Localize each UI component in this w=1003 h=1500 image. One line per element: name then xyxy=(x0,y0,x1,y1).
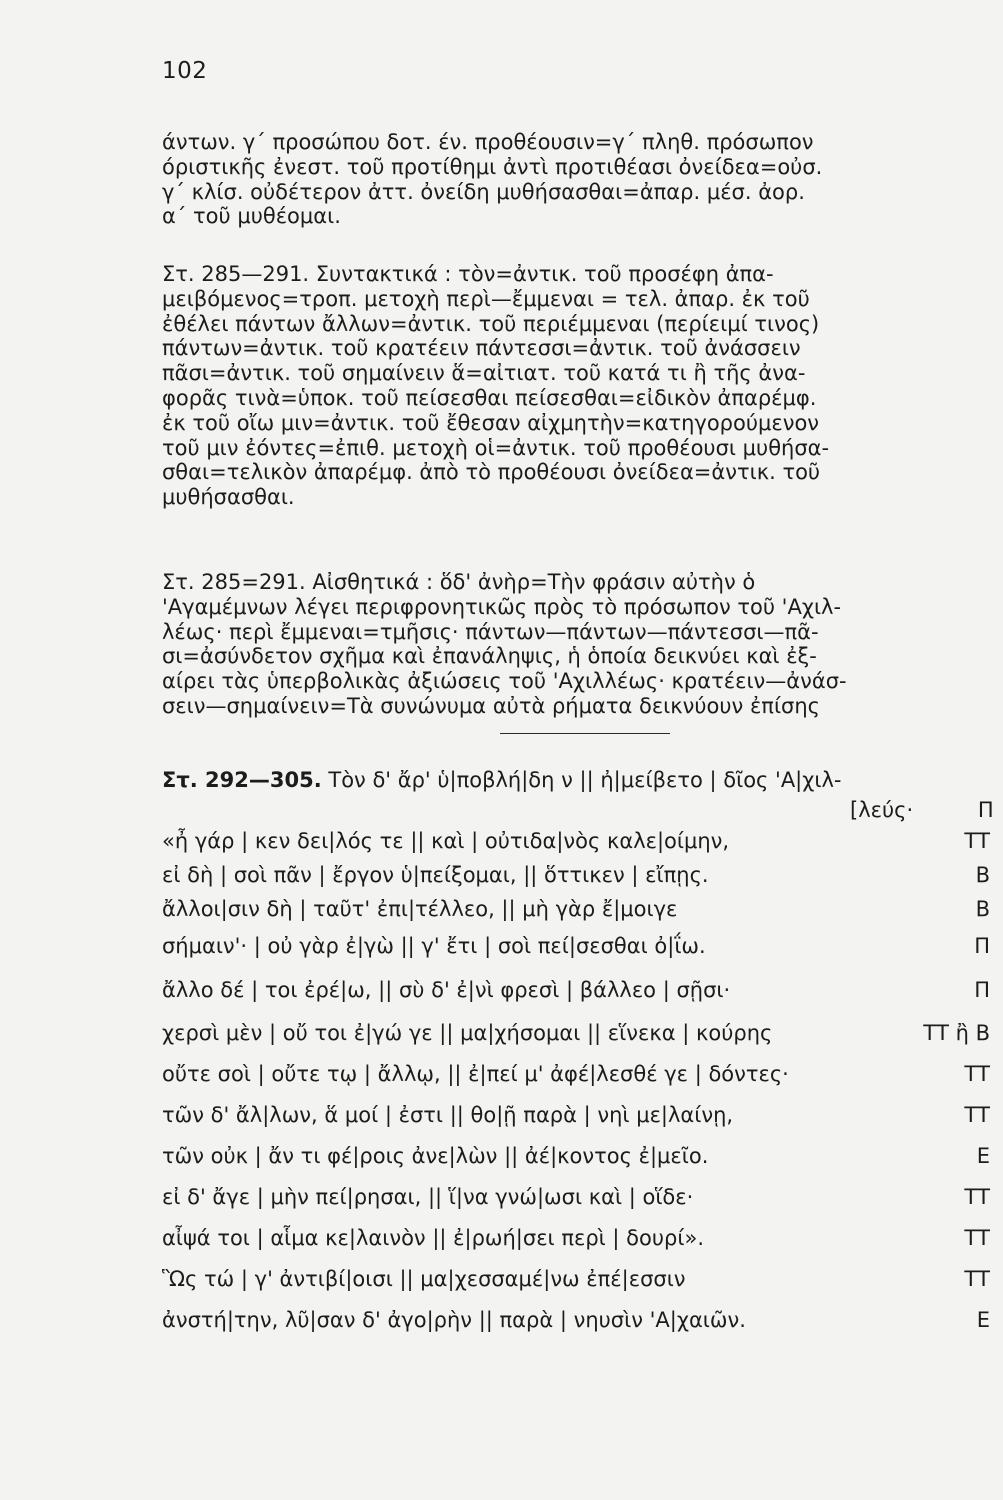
verse-line xyxy=(162,829,990,859)
verse-continuation: [λεύς· Π xyxy=(850,798,994,822)
text-line: α΄ τοῦ μυθέομαι. xyxy=(162,204,341,229)
verse-text: τῶν οὐκ | ἄν τι φέ|ροις ἀνε|λὼν || ἀέ|κοντος ἐ|μεῖο. xyxy=(162,1144,709,1168)
text-line: μυθήσασθαι. xyxy=(162,485,295,510)
verse-line xyxy=(162,978,990,1008)
verse-text: ἄλλο δέ | τοι ἐρέ|ω, || σὺ δ' ἐ|νὶ φρεσὶ | βάλλεο | σῇσι· xyxy=(162,978,731,1002)
text-line: πᾶσι=ἀντικ. τοῦ σημαίνειν ἅ=αἰτιατ. τοῦ κατά τι ἢ τῆς ἀνα- xyxy=(162,361,806,386)
text-line: ἐθέλει πάντων ἄλλων=ἀντικ. τοῦ περιέμμεναι (περίειμί τινος) xyxy=(162,311,820,336)
text-line: άντων. γ΄ προσώπου δοτ. έν. προθέουσιν=γ΄ πληθ. πρόσωπον xyxy=(162,130,814,154)
verse-line xyxy=(162,1021,990,1051)
aesthetic-notes-block xyxy=(162,570,990,719)
text-line: Στ. 285=291. Αἰσθητικά : ὅδ' ἀνὴρ=Τὴν φράσιν αὐτὴν ὁ xyxy=(162,570,756,594)
meter-label: ΤΤ xyxy=(964,1062,990,1086)
text-line: 'Αγαμέμνων λέγει περιφρονητικῶς πρὸς τὸ πρόσωπον τοῦ 'Αχιλ- xyxy=(162,594,842,619)
text-line: σι=ἀσύνδετον σχῆμα καὶ ἐπανάληψις, ἡ ὁποία δεικνύει καὶ ἐξ- xyxy=(162,644,817,669)
verse-text: αἶψά τοι | αἷμα κε|λαινὸν || ἐ|ρωή|σει περὶ | δουρί». xyxy=(162,1226,704,1250)
verse-line xyxy=(162,1103,990,1133)
verse-line xyxy=(162,768,990,798)
text-line: ἐκ τοῦ οἴω μιν=ἀντικ. τοῦ ἔθεσαν αἰχμητὴν=κατηγορούμενον xyxy=(162,410,820,435)
verse-text: ἄλλοι|σιν δὴ | ταῦτ' ἐπι|τέλλεο, || μὴ γὰρ ἔ|μοιγε xyxy=(162,897,678,921)
verse-text: Τὸν δ' ἄρ' ὑ|ποβλή|δη ν || ἠ|μείβετο | δῖος 'Α|χιλ- xyxy=(328,768,842,792)
text-line: τοῦ μιν ἐόντες=ἐπιθ. μετοχὴ οἱ=ἀντικ. τοῦ προθέουσι μυθήσα- xyxy=(162,435,830,460)
meter-label: Π xyxy=(974,978,990,1002)
verse-text: Ὣς τώ | γ' ἀντιβί|οισι || μα|χεσσαμέ|νω ἐπέ|εσσιν xyxy=(162,1267,686,1291)
meter-label: ΤΤ xyxy=(964,1185,990,1209)
text-line: Στ. 285—291. Συντακτικά : τὸν=ἀντικ. τοῦ προσέφη ἀπα- xyxy=(162,262,774,286)
meter-label: Β xyxy=(975,897,990,921)
text-line: γ΄ κλίσ. οὐδέτερον ἀττ. ὀνείδη μυθήσασθαι=ἀπαρ. μέσ. ἀορ. xyxy=(162,179,805,204)
syntax-notes-block xyxy=(162,262,990,510)
verse-line xyxy=(162,1226,990,1256)
verse-line xyxy=(162,863,990,893)
verse-line xyxy=(162,1308,990,1338)
meter-label: Π xyxy=(977,798,994,822)
text-line: όριστικῆς ἐνεστ. τοῦ προτίθημι ἀντὶ προτιθέασι ὀνείδεα=οὐσ. xyxy=(162,154,823,179)
verse-line xyxy=(162,1185,990,1215)
verse-line xyxy=(162,934,990,964)
meter-label: ΤΤ xyxy=(964,1226,990,1250)
meter-label: ΤΤ xyxy=(964,829,990,853)
text-line: λέως· περὶ ἔμμεναι=τμῆσις· πάντων—πάντων—πάντεσσι—πᾶ- xyxy=(162,619,819,644)
verse-line xyxy=(162,1144,990,1174)
verse-text: σήμαιν'· | οὐ γὰρ ἐ|γὼ || γ' ἔτι | σοὶ πεί|σεσθαι ὀ|ΐω. xyxy=(162,934,706,958)
commentary-block-1 xyxy=(162,130,990,229)
text-line: μειβόμενος=τροπ. μετοχὴ περὶ—ἔμμεναι = τελ. ἀπαρ. ἐκ τοῦ xyxy=(162,286,810,311)
meter-label: ΤΤ xyxy=(964,1103,990,1127)
verse-text: χερσὶ μὲν | οὔ τοι ἐ|γώ γε || μα|χήσομαι || εἵνεκα | κούρης xyxy=(162,1021,773,1045)
meter-label: Π xyxy=(974,934,990,958)
text-line: σθαι=τελικὸν ἀπαρέμφ. ἀπὸ τὸ προθέουσι ὀνείδεα=ἀντικ. τοῦ xyxy=(162,460,821,485)
verses-heading: Στ. 292—305. xyxy=(162,768,322,792)
text-line: πάντων=ἀντικ. τοῦ κρατέειν πάντεσσι=ἀντικ. τοῦ ἀνάσσειν xyxy=(162,336,801,361)
verse-text: εἰ δὴ | σοὶ πᾶν | ἔργον ὑ|πείξομαι, || ὅττικεν | εἴπῃς. xyxy=(162,863,709,887)
section-divider xyxy=(500,733,670,734)
meter-label: ΤΤ ἢ Β xyxy=(923,1021,990,1045)
text-line: αίρει τὰς ὑπερβολικὰς ἀξιώσεις τοῦ 'Αχιλλέως· κρατέειν—ἀνάσ- xyxy=(162,669,847,694)
verse-line xyxy=(162,1267,990,1297)
meter-label: Β xyxy=(975,863,990,887)
verse-text: ἀνστή|την, λῦ|σαν δ' ἀγο|ρὴν || παρὰ | νηυσὶν 'Α|χαιῶν. xyxy=(162,1308,746,1332)
verse-text: τῶν δ' ἄλ|λων, ἅ μοί | ἐστι || θο|ῇ παρὰ | νηὶ με|λαίνῃ, xyxy=(162,1103,734,1127)
meter-label: Ε xyxy=(976,1308,990,1332)
verse-line xyxy=(162,1062,990,1092)
verse-text: οὔτε σοὶ | οὔτε τῳ | ἄλλῳ, || ἐ|πεί μ' ἀφέ|λεσθέ γε | δόντες· xyxy=(162,1062,789,1086)
verse-text: «ἦ γάρ | κεν δει|λός τε || καὶ | οὐτιδα|νὸς καλε|οίμην, xyxy=(162,829,730,853)
verse-line xyxy=(162,897,990,927)
meter-label: ΤΤ xyxy=(964,1267,990,1291)
meter-label: Ε xyxy=(976,1144,990,1168)
page-number: 102 xyxy=(162,58,208,84)
text-line: σειν—σημαίνειν=Τὰ συνώνυμα αὐτὰ ρήματα δεικνύουν ἐπίσης xyxy=(162,693,820,718)
verse-text: εἰ δ' ἄγε | μὴν πεί|ρησαι, || ἵ|να γνώ|ωσι καὶ | οἵδε· xyxy=(162,1185,694,1209)
text-line: φορᾶς τινὰ=ὑποκ. τοῦ πείσεσθαι πείσεσθαι=εἰδικὸν ἀπαρέμφ. xyxy=(162,385,817,410)
